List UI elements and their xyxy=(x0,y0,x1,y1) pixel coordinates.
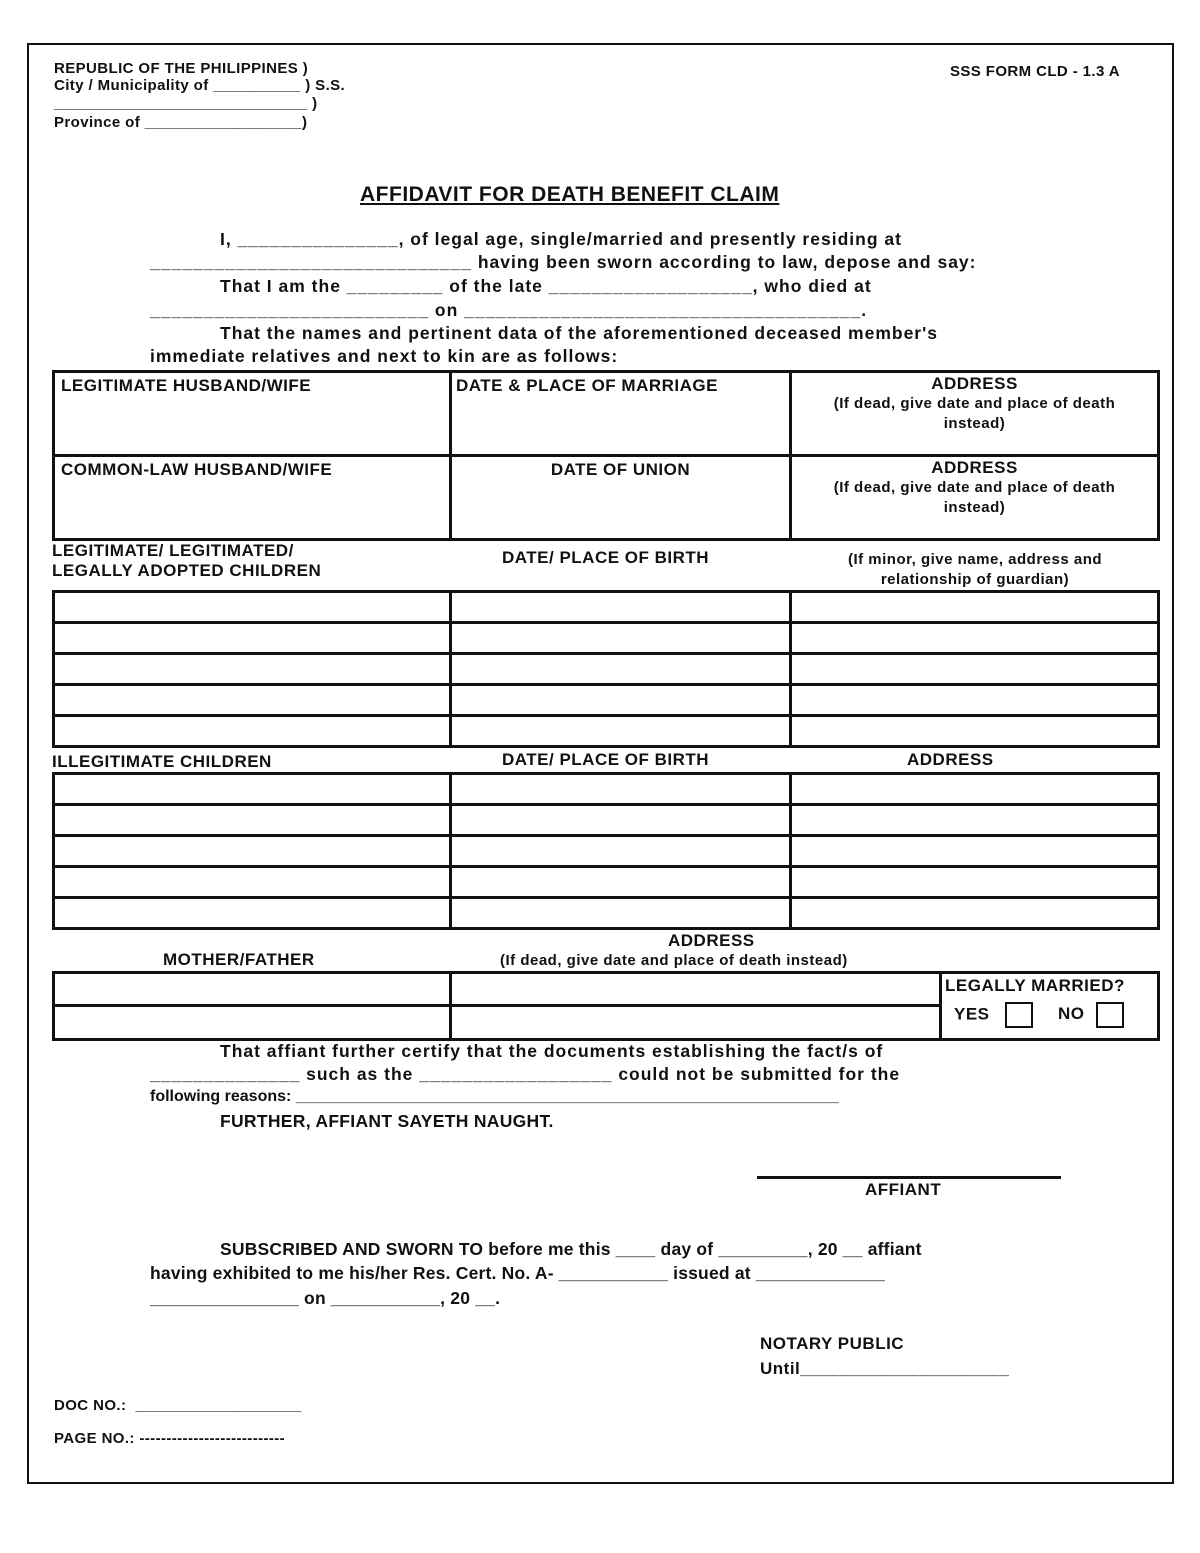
parents-label: MOTHER/FATHER xyxy=(163,950,315,969)
intro-line-6: immediate relatives and next to kin are as follows: xyxy=(150,346,619,366)
legally-married-cell xyxy=(941,973,1159,1040)
table-cell[interactable] xyxy=(451,623,791,654)
table-cell[interactable] xyxy=(791,867,1159,898)
parents-table xyxy=(52,971,1160,1041)
table-cell[interactable] xyxy=(451,592,791,623)
jurat-line-3: _______________ on ___________, 20 __. xyxy=(150,1288,501,1308)
certify-line-3: following reasons: _____________________________________________________________ xyxy=(150,1088,839,1105)
legit-spouse-label: LEGITIMATE HUSBAND/WIFE xyxy=(61,376,312,395)
table-cell[interactable] xyxy=(451,805,791,836)
table-cell[interactable] xyxy=(791,898,1159,929)
table-cell[interactable] xyxy=(791,654,1159,685)
no-checkbox[interactable] xyxy=(1096,1002,1124,1028)
yes-label: YES xyxy=(954,1004,990,1024)
table-cell[interactable] xyxy=(54,654,451,685)
table-cell[interactable] xyxy=(54,623,451,654)
notary-label: NOTARY PUBLIC xyxy=(760,1334,905,1353)
table-cell[interactable] xyxy=(54,774,451,805)
table-cell[interactable] xyxy=(54,805,451,836)
no-label: NO xyxy=(1058,1004,1085,1024)
table-cell[interactable] xyxy=(54,973,451,1006)
common-law-address-note: (If dead, give date and place of death instead) xyxy=(833,479,1116,516)
table-cell[interactable] xyxy=(791,836,1159,867)
table-cell[interactable] xyxy=(791,805,1159,836)
table-cell[interactable] xyxy=(791,592,1159,623)
notary-until: Until_____________________ xyxy=(760,1359,1010,1378)
table-cell[interactable] xyxy=(451,836,791,867)
legit-children-guardian-note: (If minor, give name, address and relationship of guardian) xyxy=(847,551,1103,588)
intro-line-4: __________________________ on _____________________________________. xyxy=(150,300,868,320)
table-cell[interactable] xyxy=(451,867,791,898)
jurat-line-1: SUBSCRIBED AND SWORN TO before me this ____ day of _________, 20 __ affiant xyxy=(220,1239,922,1259)
intro-line-5: That the names and pertinent data of the aforementioned deceased member's xyxy=(220,323,939,343)
certify-line-1: That affiant further certify that the documents establishing the fact/s of xyxy=(220,1041,884,1061)
spouse-table xyxy=(52,370,1160,541)
legit-children-label-1: LEGITIMATE/ LEGITIMATED/ xyxy=(52,541,294,560)
table-cell[interactable] xyxy=(54,898,451,929)
legit-children-dob-label: DATE/ PLACE OF BIRTH xyxy=(502,548,710,567)
spouse-address-label: ADDRESS xyxy=(931,374,1018,393)
illegit-children-dob-label: DATE/ PLACE OF BIRTH xyxy=(502,750,710,769)
page-title: AFFIDAVIT FOR DEATH BENEFIT CLAIM xyxy=(360,183,780,206)
table-cell[interactable] xyxy=(791,774,1159,805)
table-cell[interactable] xyxy=(451,898,791,929)
affiant-signature-line[interactable] xyxy=(757,1176,1061,1179)
header-province: Province of __________________) xyxy=(54,114,308,131)
table-cell[interactable] xyxy=(451,685,791,716)
table-cell[interactable] xyxy=(54,867,451,898)
illegit-children-address-label: ADDRESS xyxy=(907,750,994,769)
spouse-address-note: (If dead, give date and place of death instead) xyxy=(833,395,1116,432)
union-cell[interactable] xyxy=(451,456,791,540)
jurat-line-2: having exhibited to me his/her Res. Cert. No. A- ___________ issued at _____________ xyxy=(150,1263,885,1283)
parents-address-label: ADDRESS xyxy=(668,931,755,950)
affiant-label: AFFIANT xyxy=(865,1180,942,1199)
table-cell[interactable] xyxy=(451,1006,941,1040)
common-law-address-cell[interactable] xyxy=(791,456,1159,540)
page-no: PAGE NO.: --------------------------- xyxy=(54,1430,286,1447)
table-cell[interactable] xyxy=(54,1006,451,1040)
table-cell[interactable] xyxy=(791,716,1159,747)
yes-checkbox[interactable] xyxy=(1005,1002,1033,1028)
marriage-cell[interactable] xyxy=(451,372,791,456)
doc-no: DOC NO.: ___________________ xyxy=(54,1397,302,1414)
intro-line-3: That I am the _________ of the late ___________________, who died at xyxy=(220,276,872,296)
table-cell[interactable] xyxy=(451,654,791,685)
table-cell[interactable] xyxy=(451,774,791,805)
legally-married-label: LEGALLY MARRIED? xyxy=(945,976,1125,995)
table-cell[interactable] xyxy=(54,836,451,867)
legit-spouse-cell[interactable] xyxy=(54,372,451,456)
illegit-children-table xyxy=(52,772,1160,930)
marriage-label: DATE & PLACE OF MARRIAGE xyxy=(456,376,718,395)
table-cell[interactable] xyxy=(54,716,451,747)
intro-line-2: ______________________________ having been sworn according to law, depose and say: xyxy=(150,252,977,272)
union-label: DATE OF UNION xyxy=(550,460,691,479)
common-law-label: COMMON-LAW HUSBAND/WIFE xyxy=(61,460,333,479)
common-law-address-label: ADDRESS xyxy=(931,458,1018,477)
legit-children-label-2: LEGALLY ADOPTED CHILDREN xyxy=(52,561,322,580)
table-cell[interactable] xyxy=(451,973,941,1006)
intro-line-1: I, _______________, of legal age, single/married and presently residing at xyxy=(220,229,902,249)
parents-address-note: (If dead, give date and place of death instead) xyxy=(500,952,848,969)
certify-line-2: ______________ such as the __________________ could not be submitted for the xyxy=(150,1064,901,1084)
header-republic: REPUBLIC OF THE PHILIPPINES ) xyxy=(54,60,309,77)
legit-children-table xyxy=(52,590,1160,748)
certify-line-4: FURTHER, AFFIANT SAYETH NAUGHT. xyxy=(220,1111,554,1131)
form-code: SSS FORM CLD - 1.3 A xyxy=(950,63,1120,80)
table-cell[interactable] xyxy=(54,685,451,716)
table-cell[interactable] xyxy=(54,592,451,623)
table-cell[interactable] xyxy=(791,623,1159,654)
header-city: City / Municipality of __________ ) S.S. xyxy=(54,77,346,94)
spouse-address-cell[interactable] xyxy=(791,372,1159,456)
table-cell[interactable] xyxy=(451,716,791,747)
table-cell[interactable] xyxy=(791,685,1159,716)
common-law-cell[interactable] xyxy=(54,456,451,540)
header-blank-line: _____________________________ ) xyxy=(54,95,318,112)
illegit-children-label: ILLEGITIMATE CHILDREN xyxy=(52,752,272,771)
